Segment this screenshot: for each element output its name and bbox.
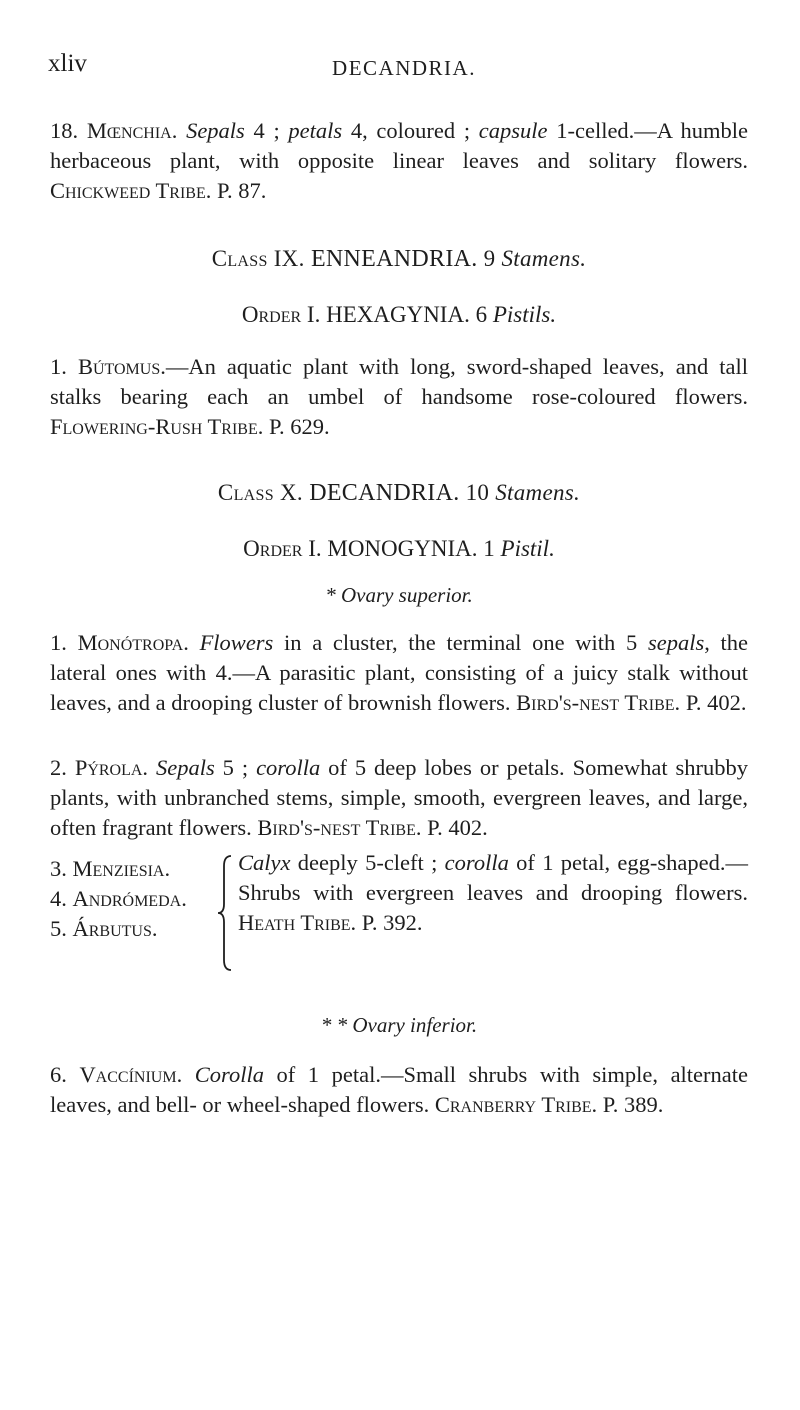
page-ref: P. 629. <box>263 414 330 439</box>
entry-text: 4, coloured ; <box>342 118 479 143</box>
term: Flowers <box>199 630 274 655</box>
genus-line <box>50 884 210 914</box>
genus-line <box>50 914 210 944</box>
tribe-name: Cranberry Tribe. <box>434 1092 598 1117</box>
order-label: Order I. <box>241 302 321 327</box>
page-ref: P. 402. <box>421 815 488 840</box>
entry-number: 4. <box>50 886 67 911</box>
term: petals <box>288 118 343 143</box>
genus-name: Pýrola. <box>74 755 149 780</box>
entry-number: 6. <box>50 1062 67 1087</box>
section-ovary-inferior: * * Ovary inferior. <box>320 1013 478 1037</box>
genus-line <box>50 854 210 884</box>
curly-brace-icon <box>216 854 234 972</box>
class-heading-ix <box>50 246 748 273</box>
order-unit: Pistil. <box>500 536 555 561</box>
order-name: HEXAGYNIA. <box>320 302 470 327</box>
order-heading-ix <box>50 302 748 328</box>
order-unit: Pistils. <box>492 302 557 327</box>
entry-moenchia <box>50 116 748 206</box>
class-count: 10 <box>459 480 496 505</box>
entry-text: —An aquatic plant with long, sword-shaped leaves, and tall stalks bearing each an umbel of handsome rose-coloured flowers. <box>50 354 749 409</box>
genera-list <box>50 854 210 944</box>
order-name: MONOGYNIA. <box>321 536 478 561</box>
page-header <box>48 50 760 90</box>
class-name: DECANDRIA. <box>302 480 460 506</box>
entry-text: of 1 petal, egg-shaped.—Shrubs with evergreen leaves and drooping flowers. <box>238 850 748 905</box>
genus-name: Menziesia. <box>72 856 171 881</box>
entry-number: 3. <box>50 856 67 881</box>
group-description <box>238 848 748 938</box>
entry-butomus <box>50 352 748 442</box>
class-name: ENNEANDRIA. <box>304 246 478 272</box>
entry-number: 18. <box>50 118 79 143</box>
genus-name: Mœnchia. <box>86 118 178 143</box>
term: Sepals <box>186 118 245 143</box>
class-unit: Stamens. <box>495 480 581 505</box>
term: corolla <box>444 850 509 875</box>
entry-number: 1. <box>50 354 67 379</box>
term: corolla <box>256 755 321 780</box>
tribe-name: Bird's-nest Tribe. <box>516 690 681 715</box>
term: capsule <box>478 118 548 143</box>
order-count: 6 <box>469 302 493 327</box>
order-heading-x <box>50 536 748 562</box>
entry-number: 5. <box>50 916 67 941</box>
page-number: xliv <box>48 50 87 77</box>
page-ref: P. 389. <box>597 1092 664 1117</box>
genus-name: Árbutus. <box>72 916 158 941</box>
entry-pyrola <box>50 753 748 843</box>
order-label: Order I. <box>243 536 322 561</box>
page-ref: P. 392. <box>356 910 423 935</box>
entry-text: 4 ; <box>244 118 289 143</box>
tribe-name: Chickweed Tribe. <box>50 178 212 203</box>
genus-name: Monótropa. <box>77 630 189 655</box>
page-ref: P. 402. <box>680 690 747 715</box>
entry-text: deeply 5-cleft ; <box>290 850 445 875</box>
running-head: DECANDRIA. <box>332 56 476 80</box>
page-ref: P. 87. <box>211 178 267 203</box>
class-label: Class IX. <box>211 246 305 271</box>
class-count: 9 <box>477 246 502 271</box>
tribe-name: Heath Tribe. <box>238 910 357 935</box>
genus-name: Bútomus. <box>77 354 166 379</box>
entry-text: of 1 petal.—Small shrubs with simple, alternate leaves, and bell- or wheel-shaped flowers. <box>50 1062 749 1117</box>
entry-monotropa <box>50 628 748 718</box>
term: Sepals <box>156 755 215 780</box>
term: Calyx <box>238 850 291 875</box>
class-unit: Stamens. <box>501 246 587 271</box>
entry-heath-group <box>50 848 748 973</box>
entry-text: in a cluster, the terminal one with 5 <box>273 630 648 655</box>
genus-name: Andrómeda. <box>72 886 187 911</box>
tribe-name: Flowering-Rush Tribe. <box>50 414 264 439</box>
entry-number: 2. <box>50 755 67 780</box>
genus-name: Vaccínium. <box>79 1062 183 1087</box>
entry-text: , the lateral ones with 4.—A parasitic plant, consisting of a juicy stalk without leaves, and a drooping cluster of brownish flowers. <box>50 630 749 715</box>
term: sepals <box>647 630 705 655</box>
tribe-name: Bird's-nest Tribe. <box>257 815 422 840</box>
term: Corolla <box>194 1062 264 1087</box>
entry-text: of 5 deep lobes or petals. Somewhat shrubby plants, with unbranched stems, simple, smooth, evergreen leaves, and large, often fragrant flowers. <box>50 755 749 840</box>
class-heading-x <box>50 480 748 507</box>
entry-text: 5 ; <box>214 755 257 780</box>
section-ovary-superior: * Ovary superior. <box>325 583 473 607</box>
order-count: 1 <box>477 536 501 561</box>
entry-vaccinium <box>50 1060 748 1120</box>
entry-text: 1-celled.—A humble herbaceous plant, with opposite linear leaves and solitary flowers. <box>50 118 749 173</box>
entry-number: 1. <box>50 630 67 655</box>
class-label: Class X. <box>217 480 303 505</box>
